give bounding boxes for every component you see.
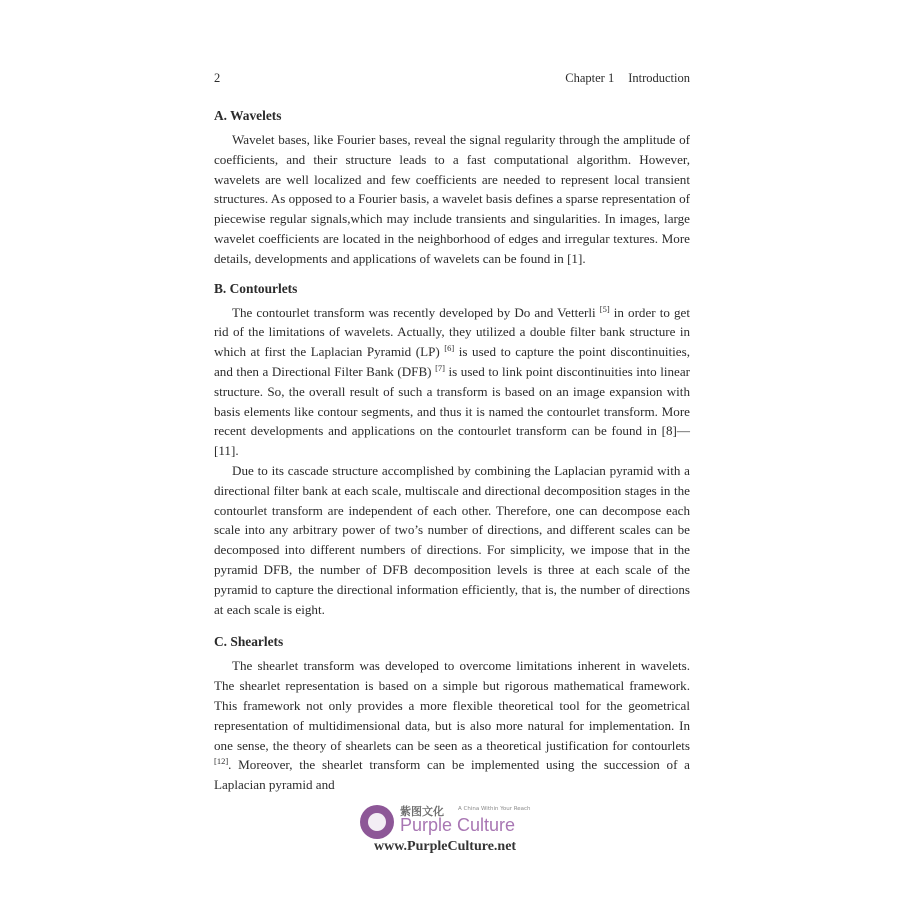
watermark-chinese-text: 紫图文化 bbox=[400, 805, 444, 818]
section-heading-shearlets: C. Shearlets bbox=[214, 634, 284, 650]
running-head bbox=[214, 71, 690, 89]
page-content bbox=[214, 106, 690, 795]
paragraph-text: The contourlet transform was recently developed by Do and Vetterli bbox=[232, 304, 600, 320]
chapter-label bbox=[565, 71, 690, 86]
chapter-number: Chapter 1 bbox=[565, 71, 615, 85]
watermark-url: www.PurpleCulture.net bbox=[374, 839, 517, 854]
paragraph-text: The shearlet transform was developed to overcome limitations inherent in wavelets. The shearlet representation is based on a simple but rigorous mathematical framework. This framework not only provides a more flexible theoretical tool for the geometrical representation of multidimensional data, but is also more natural for implementation. In one sense, the theory of shearlets can be seen as a theoretical justification for contourlets bbox=[214, 658, 690, 753]
paragraph-wavelets bbox=[214, 130, 690, 269]
citation-5: [5] bbox=[599, 303, 610, 314]
paragraph-contourlets-1 bbox=[214, 303, 690, 461]
paragraph-text: Due to its cascade structure accomplished by combining the Laplacian pyramid with a directional filter bank at each scale, multiscale and directional decomposition stages in the contourlet transform are independent of each other. Therefore, one can decompose each scale into any arbitrary power of two’s number of directions, and different scales can be decomposed into different numbers of directions. For simplicity, we impose that in the pyramid DFB, the number of DFB decomposition levels is three at each scale of the pyramid to capture the directional information efficiently, that is, the number of directions at each scale is eight. bbox=[214, 462, 690, 617]
citation-7: [7] bbox=[435, 362, 445, 373]
citation-6: [6] bbox=[444, 343, 455, 354]
section-heading-contourlets: B. Contourlets bbox=[214, 280, 298, 296]
paragraph-shearlets bbox=[214, 656, 690, 795]
paragraph-text: in order to get rid of the limitations of wavelets. Actually, they utilized a double filter bank structure in which at first the Laplacian Pyramid (LP) bbox=[214, 304, 690, 360]
paragraph-text: is used to link point discontinuities into linear structure. So, the overall result of such a transform is based on an image expansion with basis elements like contour segments, and thus it is named the contourlet transform. More recent developments and applications on the contourlet transform can be found in [8]—[11]. bbox=[214, 363, 690, 459]
watermark-tagline: A China Within Your Reach bbox=[458, 806, 531, 812]
paragraph-text: Wavelet bases, like Fourier bases, reveal the signal regularity through the amplitude of coefficients, and their structure leads to a fast computational algorithm. However, wavelets are well localized and few coefficients are needed to represent local transient structures. As opposed to a Fourier basis, a wavelet basis defines a sparse representation of piecewise regular signals,which may include transients and singularities. In images, large wavelet coefficients are located in the neighborhood of edges and irregular textures. More details, developments and applications of wavelets can be found in [1]. bbox=[214, 132, 690, 266]
citation-12: [12] bbox=[214, 756, 229, 767]
chapter-title: Introduction bbox=[628, 71, 690, 85]
section-heading-wavelets: A. Wavelets bbox=[214, 108, 282, 123]
paragraph-text: . Moreover, the shearlet transform can be implemented using the succession of a Laplacian pyramid and bbox=[214, 757, 690, 793]
paragraph-contourlets-2 bbox=[214, 461, 690, 619]
watermark-brand: Purple Culture bbox=[400, 815, 516, 835]
watermark bbox=[360, 803, 550, 863]
watermark-logo-icon bbox=[360, 805, 394, 839]
page-number: 2 bbox=[214, 71, 221, 85]
paragraph-text: is used to capture the point discontinuities, and then a Directional Filter Bank (DFB) bbox=[214, 344, 690, 379]
